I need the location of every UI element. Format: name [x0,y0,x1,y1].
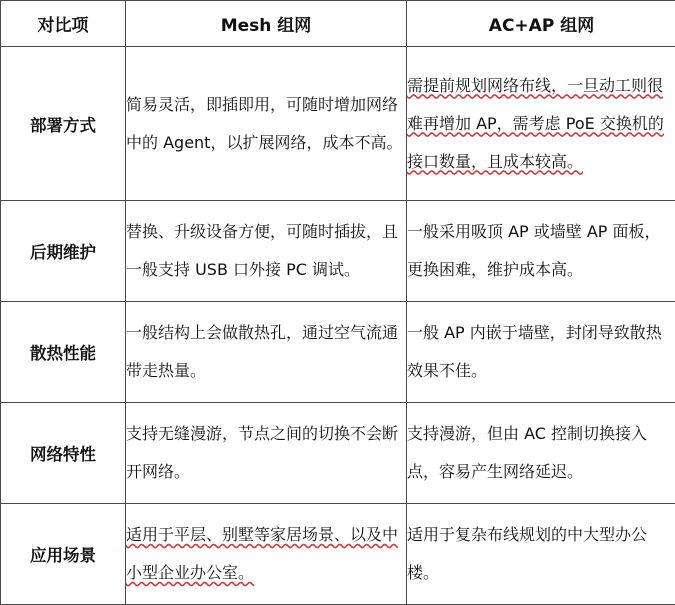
acap-application-cell [407,504,675,605]
table-row [1,201,675,302]
mesh-cooling-cell [126,302,407,403]
mesh-deployment-cell [126,47,407,201]
mesh-application-cell [126,504,407,605]
row-label-deployment: 部署方式 [1,47,126,201]
acap-network-text: 支持漫游，但由 AC 控制切换接入点，容易产生网络延迟。 [407,415,675,491]
acap-maintenance-cell [407,201,675,302]
row-label-cooling: 散热性能 [1,302,126,403]
acap-application-text: 适用于复杂布线规划的中大型办公楼。 [407,516,675,592]
acap-network-cell [407,403,675,504]
table-row [1,504,675,605]
mesh-cooling-text: 一般结构上会做散热孔，通过空气流通带走热量。 [126,314,406,390]
row-label-application: 应用场景 [1,504,126,605]
row-label-network: 网络特性 [1,403,126,504]
mesh-deployment-text: 简易灵活，即插即用，可随时增加网络中的 Agent，以扩展网络，成本不高。 [126,86,406,162]
table-row [1,302,675,403]
mesh-network-cell [126,403,407,504]
acap-maintenance-text: 一般采用吸顶 AP 或墙壁 AP 面板，更换困难，维护成本高。 [407,213,675,289]
table-row [1,47,675,201]
acap-deployment-text: 需提前规划网络布线，一旦动工则很难再增加 AP，需考虑 PoE 交换机的接口数量，且成本较高。 [407,67,675,181]
row-label-maintenance: 后期维护 [1,201,126,302]
table-row [1,403,675,504]
mesh-application-text: 适用于平层、别墅等家居场景、以及中小型企业办公室。 [126,516,406,592]
mesh-maintenance-cell [126,201,407,302]
mesh-network-text: 支持无缝漫游，节点之间的切换不会断开网络。 [126,415,406,491]
mesh-maintenance-text: 替换、升级设备方便，可随时插拔，且一般支持 USB 口外接 PC 调试。 [126,213,406,289]
acap-deployment-cell [407,47,675,201]
header-mesh: Mesh 组网 [126,1,407,47]
table-header-row [1,1,675,47]
acap-cooling-cell [407,302,675,403]
acap-cooling-text: 一般 AP 内嵌于墙壁，封闭导致散热效果不佳。 [407,314,675,390]
header-acap: AC+AP 组网 [407,1,675,47]
header-item: 对比项 [1,1,126,47]
